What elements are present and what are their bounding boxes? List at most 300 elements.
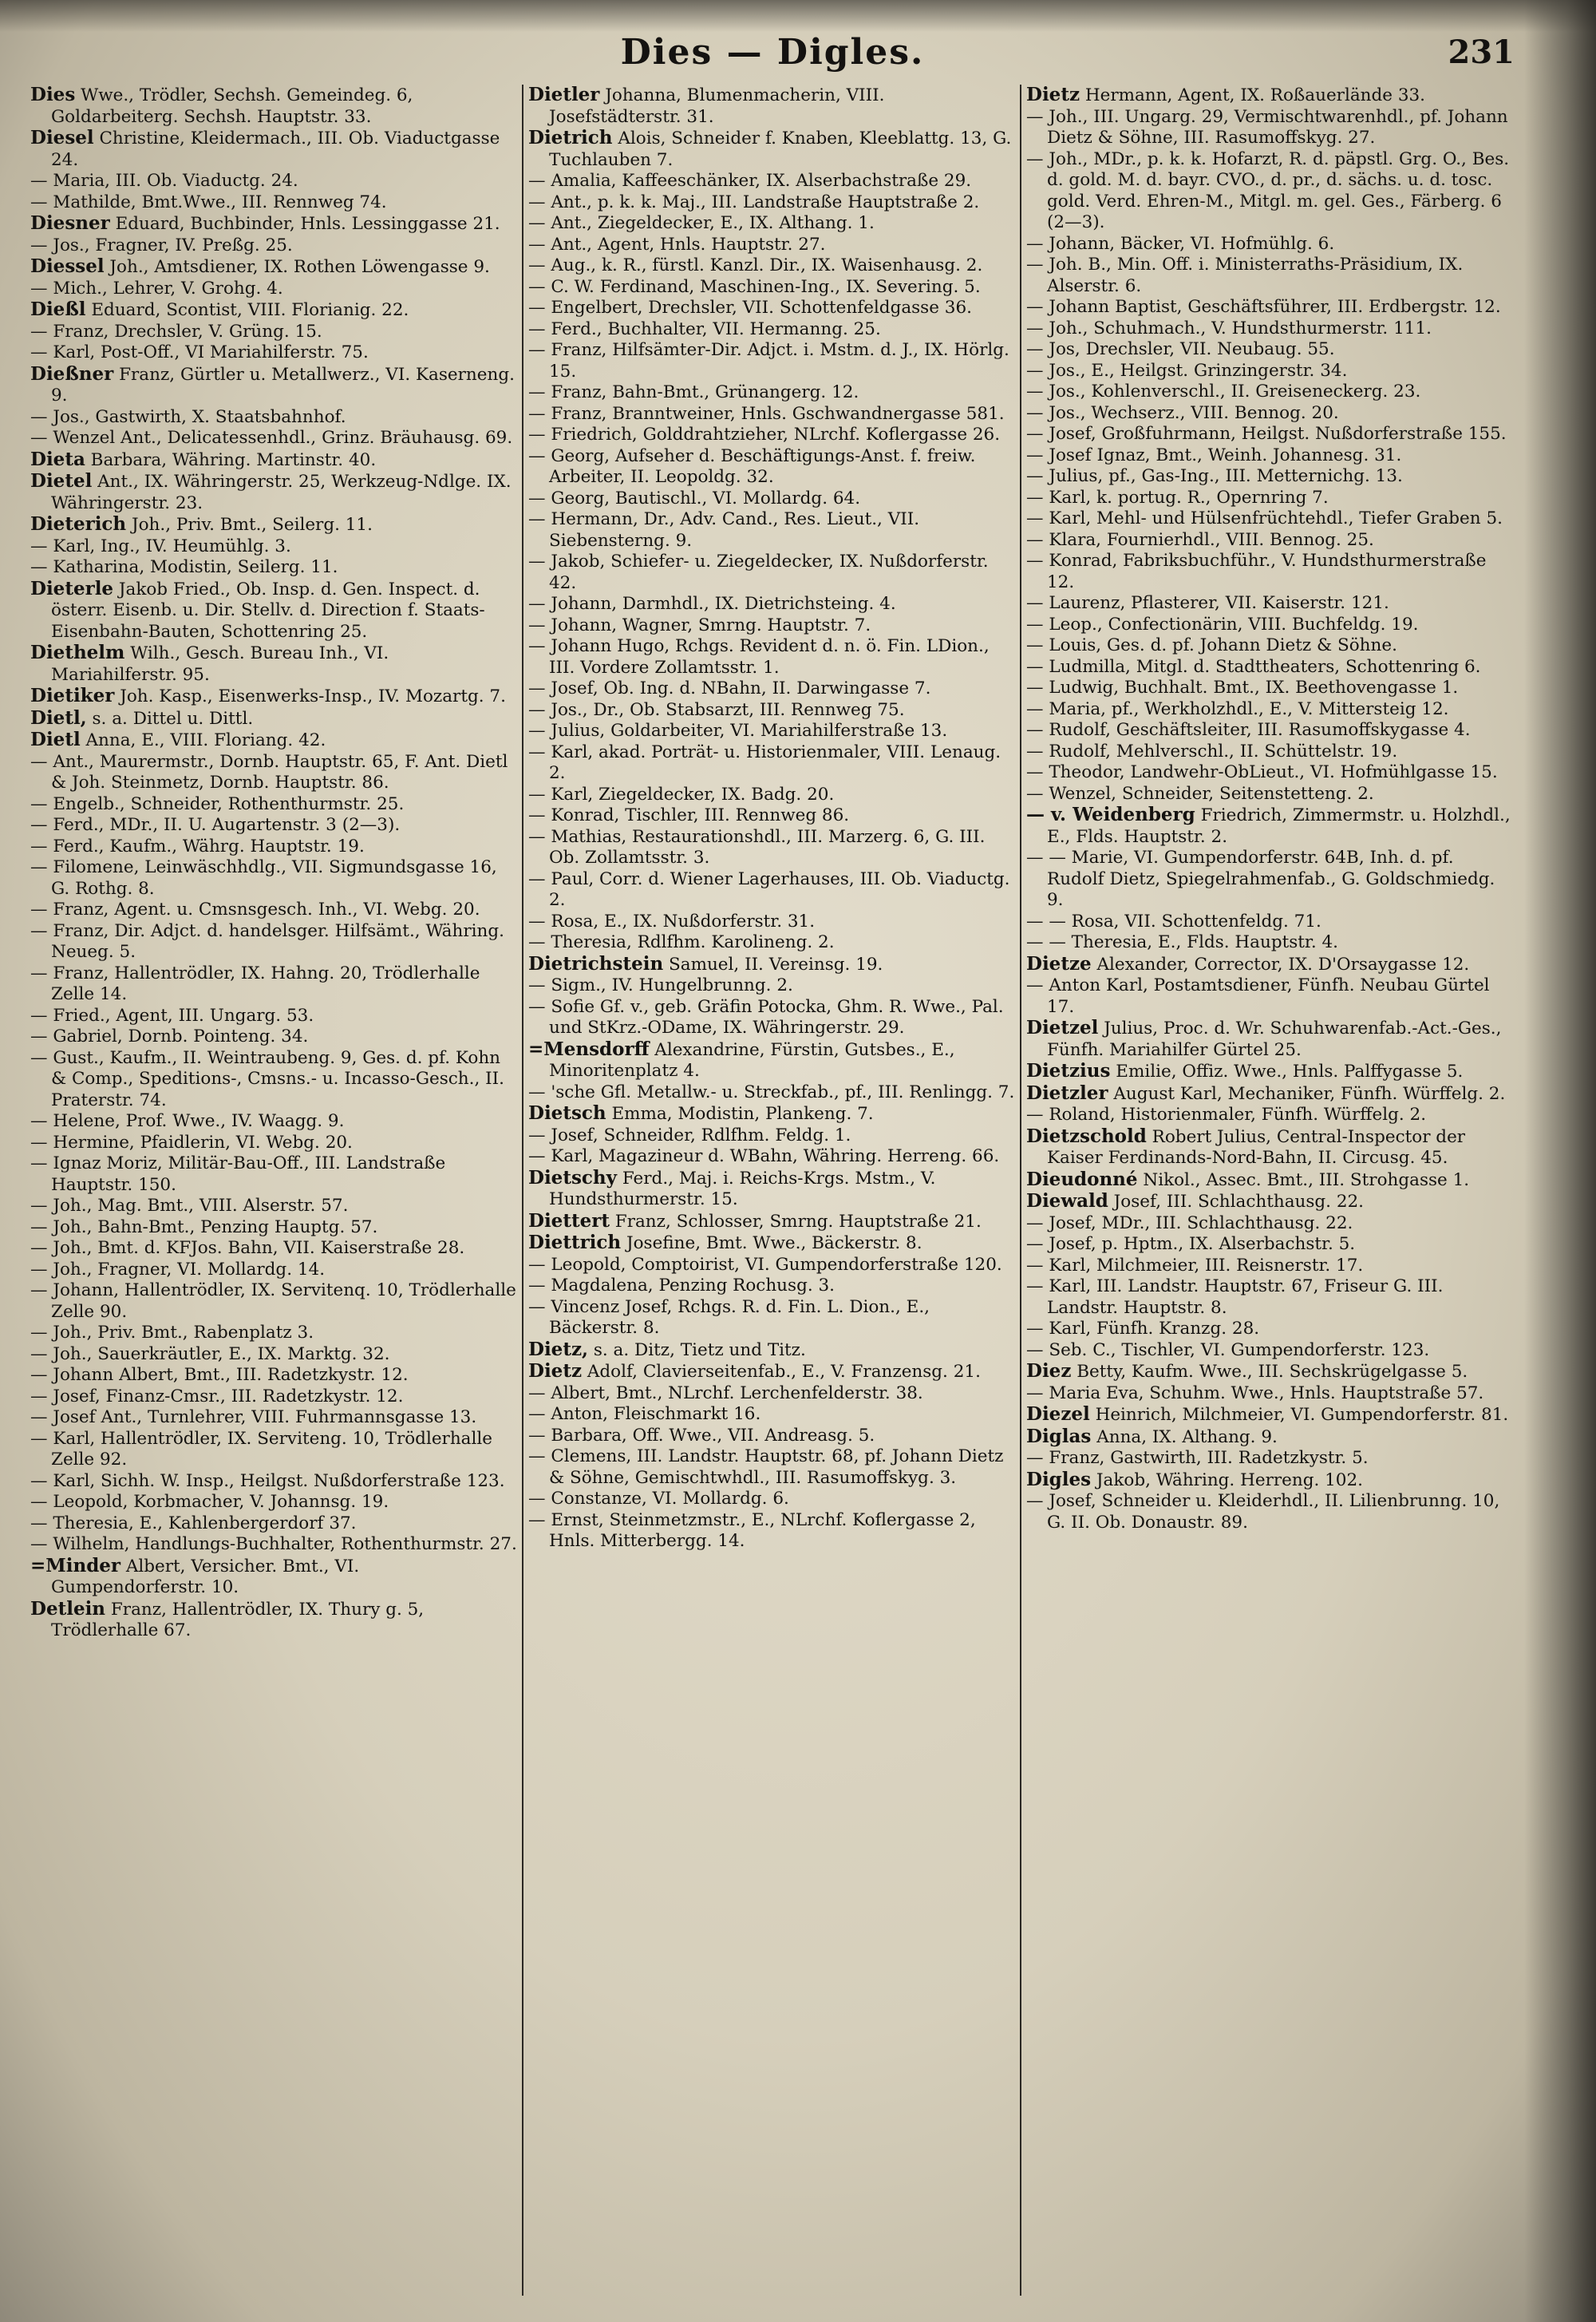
entry-details: Ant., IX. Währingerstr. 25, Werkzeug-Ndlge. IX. Währingerstr. 23. — [51, 472, 512, 513]
directory-entry — [1026, 382, 1513, 403]
directory-entry — [528, 1232, 1015, 1255]
entry-details: — Johann Baptist, Geschäftsführer, III. Erdbergstr. 12. — [1026, 297, 1501, 317]
entry-details: Alois, Schneider f. Knaben, Kleeblattg. 13, G. Tuchlauben 7. — [549, 129, 1012, 170]
directory-entry — [1026, 1468, 1513, 1492]
entry-details: — Ludmilla, Mitgl. d. Stadttheaters, Schottenring 6. — [1026, 656, 1481, 677]
directory-entry — [528, 403, 1015, 425]
entry-details: Franz, Schlosser, Smrng. Hauptstraße 21. — [609, 1211, 982, 1232]
directory-entry — [528, 127, 1015, 171]
directory-entry — [528, 615, 1015, 637]
entry-details: — Karl, k. portug. R., Opernring 7. — [1026, 487, 1329, 508]
entry-details: Emilie, Offiz. Wwe., Hnls. Palffygasse 5. — [1110, 1062, 1464, 1082]
directory-entry — [30, 192, 517, 214]
directory-entry — [528, 932, 1015, 954]
directory-entry — [30, 963, 517, 1006]
directory-entry — [1026, 656, 1513, 678]
directory-entry — [1026, 1060, 1513, 1083]
entry-surname: Diezel — [1026, 1403, 1090, 1425]
directory-entry — [30, 1027, 517, 1048]
directory-entry — [30, 857, 517, 900]
entry-details: — Hermine, Pfaidlerin, VI. Webg. 20. — [30, 1132, 353, 1153]
directory-entry — [30, 729, 517, 752]
page-number: 231 — [1448, 34, 1515, 71]
directory-entry — [1026, 529, 1513, 552]
directory-entry — [528, 911, 1015, 933]
entry-surname: Dietzschold — [1026, 1125, 1147, 1147]
entry-details: — Konrad, Fabriksbuchführ., V. Hundsthurmerstraße 12. — [1026, 551, 1487, 592]
entry-details: Joh., Priv. Bmt., Seilerg. 11. — [126, 515, 373, 535]
entry-surname: Dieterich — [30, 513, 127, 535]
directory-entry — [528, 952, 1015, 976]
directory-entry — [528, 1102, 1015, 1125]
entry-details: — Seb. C., Tischler, VI. Gumpendorferstr. 123. — [1026, 1339, 1430, 1360]
entry-details: — Joh. B., Min. Off. i. Ministerraths-Präsidium, IX. Alserstr. 6. — [1026, 255, 1464, 296]
directory-entry — [30, 1407, 517, 1429]
entry-details: Julius, Proc. d. Wr. Schuhwarenfab.-Act.-Ges., Fünfh. Mariahilfer Gürtel 25. — [1047, 1019, 1502, 1060]
entry-details: — Joh., Fragner, VI. Mollardg. 14. — [30, 1259, 326, 1280]
directory-entry — [30, 428, 517, 449]
directory-entry — [30, 1534, 517, 1556]
directory-entry — [30, 1386, 517, 1408]
directory-entry — [528, 1296, 1015, 1339]
directory-entry — [1026, 932, 1513, 954]
entry-details: — Karl, Ing., IV. Heumühlg. 3. — [30, 536, 291, 556]
directory-entry — [528, 234, 1015, 256]
directory-entry — [1026, 1212, 1513, 1235]
entry-details: Emma, Modistin, Plankeng. 7. — [606, 1104, 874, 1124]
entry-surname: Diglas — [1026, 1425, 1092, 1447]
directory-entry — [528, 1254, 1015, 1276]
entry-surname: Dietiker — [30, 685, 115, 706]
directory-entry — [30, 557, 517, 579]
entry-surname: Dietsch — [528, 1102, 606, 1124]
directory-entry — [528, 1038, 1015, 1082]
entry-details: — Karl, Ziegeldecker, IX. Badg. 20. — [528, 784, 835, 805]
entry-surname: Dieterle — [30, 577, 114, 599]
directory-entry — [1026, 339, 1513, 361]
entry-details: — Vincenz Josef, Rchgs. R. d. Fin. L. Dion., E., Bäckerstr. 8. — [528, 1296, 930, 1338]
directory-entry — [1026, 445, 1513, 467]
entry-details: — Roland, Historienmaler, Fünfh. Würffelg. 2. — [1026, 1105, 1427, 1125]
directory-entry — [528, 1509, 1015, 1553]
directory-entry — [30, 1216, 517, 1239]
entry-details: Eduard, Scontist, VIII. Florianig. 22. — [85, 300, 409, 320]
entry-details: — Ignaz Moriz, Militär-Bau-Off., III. Landstraße Hauptstr. 150. — [30, 1153, 446, 1195]
entry-details: — Rosa, E., IX. Nußdorferstr. 31. — [528, 911, 816, 932]
directory-entry — [528, 85, 1015, 128]
entry-details: — Mathias, Restaurationshdl., III. Marzerg. 6, G. III. Ob. Zollamtsstr. 3. — [528, 826, 986, 868]
entry-surname: Dietel — [30, 470, 93, 492]
entry-details: — Jos, Drechsler, VII. Neubaug. 55. — [1026, 339, 1335, 359]
directory-entry — [1026, 848, 1513, 912]
directory-entry — [30, 1111, 517, 1133]
entry-details: — Theodor, Landwehr-ObLieut., VI. Hofmühlgasse 15. — [1026, 762, 1498, 782]
entry-details: — — Theresia, E., Flds. Hauptstr. 4. — [1026, 932, 1339, 952]
directory-entry — [1026, 85, 1513, 107]
directory-entry — [30, 513, 517, 536]
directory-entry — [528, 826, 1015, 869]
directory-entry — [30, 1280, 517, 1323]
directory-entry — [30, 1513, 517, 1535]
directory-entry — [30, 1005, 517, 1027]
entry-details: — Joh., III. Ungarg. 29, Vermischtwarenhdl., pf. Johann Dietz & Söhne, III. Rasumoffskyg. 27. — [1026, 106, 1508, 148]
directory-entry — [30, 278, 517, 300]
entry-details: — Karl, III. Landstr. Hauptstr. 67, Friseur G. III. Landstr. Hauptstr. 8. — [1026, 1276, 1444, 1318]
entry-details: Christine, Kleidermach., III. Ob. Viaductgasse 24. — [51, 129, 500, 170]
directory-entry — [1026, 614, 1513, 636]
directory-entry — [30, 793, 517, 816]
directory-entry — [528, 1425, 1015, 1447]
directory-entry — [528, 1166, 1015, 1211]
entry-details: — Josef, Schneider u. Kleiderhdl., II. Lilienbrunng. 10, G. II. Ob. Donaustr. 89. — [1026, 1491, 1500, 1533]
entry-surname: Diez — [1026, 1360, 1072, 1382]
entry-details: — Fried., Agent, III. Ungarg. 53. — [30, 1005, 314, 1026]
entry-details: — Engelb., Schneider, Rothenthurmstr. 25. — [30, 793, 405, 814]
entry-details: — Josef Ant., Turnlehrer, VIII. Fuhrmannsgasse 13. — [30, 1407, 477, 1427]
directory-entry — [1026, 593, 1513, 615]
directory-entry — [1026, 1190, 1513, 1213]
entry-details: — Josef, Schneider, Rdlfhm. Feldg. 1. — [528, 1125, 851, 1145]
entry-details: Jakob Fried., Ob. Insp. d. Gen. Inspect. d. österr. Eisenb. u. Dir. Stellv. d. Direction f. Staats-Eisenbahn-Bauten, Schottenring 25. — [51, 579, 485, 642]
entry-details: — Laurenz, Pflasterer, VII. Kaiserstr. 121. — [1026, 593, 1389, 613]
entry-details: — C. W. Ferdinand, Maschinen-Ing., IX. Severing. 5. — [528, 276, 981, 297]
entry-details: — Ernst, Steinmetzmstr., E., NLrchf. Koflergasse 2, Hnls. Mitterbergg. 14. — [528, 1509, 976, 1551]
directory-entry — [30, 470, 517, 514]
entry-details: — Josef, Ob. Ing. d. NBahn, II. Darwingasse 7. — [528, 678, 931, 698]
entry-details: — Leopold, Korbmacher, V. Johannsg. 19. — [30, 1492, 389, 1512]
directory-entry — [1026, 255, 1513, 297]
directory-entry — [30, 362, 517, 407]
directory-entry — [528, 1446, 1015, 1489]
entry-details: — Johann, Hallentrödler, IX. Servitenq. 10, Trödlerhalle Zelle 90. — [30, 1280, 516, 1322]
directory-entry — [528, 1146, 1015, 1168]
directory-entry — [528, 1383, 1015, 1405]
directory-entry — [1026, 106, 1513, 149]
entry-details: — Franz, Bahn-Bmt., Grünangerg. 12. — [528, 382, 859, 402]
scan-shadow-top — [0, 0, 1596, 32]
entry-details: — Georg, Bautischl., VI. Mollardg. 64. — [528, 488, 861, 508]
entry-details: — Joh., MDr., p. k. k. Hofarzt, R. d. päpstl. Grg. O., Bes. d. gold. M. d. bayr. CVO., d. pr., d. sächs. u. d. tosc. gold. Verd. Ehren-M., Mitgl. m. gel. Ges., Färberg. 6 (2—3). — [1026, 148, 1510, 232]
directory-entry — [1026, 762, 1513, 784]
entry-details: — Katharina, Modistin, Seilerg. 11. — [30, 557, 338, 577]
entry-details: — Josef, MDr., III. Schlachthausg. 22. — [1026, 1212, 1353, 1233]
entry-details: — Louis, Ges. d. pf. Johann Dietz & Söhne. — [1026, 635, 1397, 655]
entry-details: — Wenzel Ant., Delicatessenhdl., Grinz. Bräuhausg. 69. — [30, 428, 513, 448]
directory-entry — [30, 836, 517, 858]
entry-surname: Dießl — [30, 299, 86, 320]
directory-entry — [1026, 233, 1513, 255]
entry-details: — Ferd., Kaufm., Währg. Hauptstr. 19. — [30, 836, 365, 856]
entry-details: — Theresia, Rdlfhm. Karolineng. 2. — [528, 932, 835, 952]
entry-details: — Gust., Kaufm., II. Weintraubeng. 9, Ges. d. pf. Kohn & Comp., Speditions-, Cmsns.- u. Incasso-Gesch., II. Praterstr. 74. — [30, 1047, 504, 1110]
directory-entry — [528, 678, 1015, 700]
directory-entry — [1026, 1125, 1513, 1169]
directory-entry — [30, 1343, 517, 1366]
directory-entry — [528, 1209, 1015, 1233]
entry-details: Joh. Kasp., Eisenwerks-Insp., IV. Mozartg. 7. — [114, 686, 506, 706]
entry-details: — Jos., Dr., Ob. Stabsarzt, III. Rennweg 75. — [528, 699, 905, 720]
entry-details: Alexandrine, Fürstin, Gutsbes., E., Minoritenplatz 4. — [549, 1039, 955, 1081]
entry-details: — Johann, Wagner, Smrng. Hauptstr. 7. — [528, 615, 871, 635]
directory-entry — [1026, 297, 1513, 318]
entry-details: — Engelbert, Drechsler, VII. Schottenfeldgasse 36. — [528, 298, 972, 318]
entry-details: — Wilhelm, Handlungs-Buchhalter, Rothenthurmstr. 27. — [30, 1534, 517, 1554]
directory-entry — [528, 213, 1015, 235]
entry-details: — Franz, Branntweiner, Hnls. Gschwandnergasse 581. — [528, 403, 1005, 424]
entry-surname: =Minder — [30, 1554, 121, 1576]
entry-details: — Magdalena, Penzing Rochusg. 3. — [528, 1276, 836, 1295]
directory-entry — [1026, 1255, 1513, 1277]
entry-details: — — Rosa, VII. Schottenfeldg. 71. — [1026, 911, 1321, 932]
directory-entry — [1026, 424, 1513, 445]
entry-details: — Franz, Drechsler, V. Grüng. 15. — [30, 321, 322, 342]
entry-details: — Aug., k. R., fürstl. Kanzl. Dir., IX. Waisenhausg. 2. — [528, 255, 983, 275]
entry-details: — Karl, Milchmeier, III. Reisnerstr. 17. — [1026, 1255, 1364, 1276]
directory-entry — [528, 1125, 1015, 1147]
entry-details: Adolf, Clavierseitenfab., E., V. Franzensg. 21. — [582, 1362, 981, 1382]
directory-entry — [528, 1082, 1015, 1104]
entry-details: — Joh., Schuhmach., V. Hundsthurmerstr. 111. — [1026, 318, 1432, 338]
entry-surname: Dietzius — [1026, 1060, 1111, 1082]
directory-entry — [1026, 1082, 1513, 1106]
directory-entry — [30, 1428, 517, 1471]
entry-details: Eduard, Buchbinder, Hnls. Lessinggasse 21. — [109, 214, 500, 234]
entry-details: Joh., Amtsdiener, IX. Rothen Löwengasse 9. — [104, 257, 490, 277]
entry-details: Nikol., Assec. Bmt., III. Strohgasse 1. — [1137, 1169, 1470, 1190]
directory-entry — [1026, 635, 1513, 657]
entry-details: Anna, IX. Althang. 9. — [1091, 1426, 1278, 1447]
entry-details: — Jos., Wechserz., VIII. Bennog. 20. — [1026, 402, 1339, 423]
directory-entry — [30, 321, 517, 343]
directory-entry — [1026, 1339, 1513, 1362]
entry-details: — Franz, Agent. u. Cmsnsgesch. Inh., VI. Webg. 20. — [30, 900, 480, 920]
directory-entry — [528, 340, 1015, 382]
directory-entry — [30, 212, 517, 235]
directory-entry — [528, 975, 1015, 997]
directory-entry — [30, 235, 517, 257]
entry-surname: Dietl, — [30, 706, 87, 729]
directory-entry — [30, 920, 517, 963]
entry-details: s. a. Dittel u. Dittl. — [86, 708, 254, 729]
directory-entry — [30, 706, 517, 730]
entry-surname: Dietz — [528, 1360, 583, 1382]
directory-entry — [1026, 318, 1513, 340]
scan-shadow-right — [1524, 0, 1596, 2322]
directory-entry — [1026, 1491, 1513, 1533]
directory-entry — [528, 1338, 1015, 1362]
entry-surname: Diewald — [1026, 1190, 1108, 1212]
directory-entry — [30, 642, 517, 686]
entry-details: Barbara, Währing. Martinstr. 40. — [85, 449, 377, 470]
directory-entry — [528, 742, 1015, 785]
directory-entry — [1026, 678, 1513, 699]
entry-surname: Dietze — [1026, 952, 1092, 975]
entry-details: — Ant., Ziegeldecker, E., IX. Althang. 1. — [528, 213, 875, 233]
entry-details: — Josef, p. Hptm., IX. Alserbachstr. 5. — [1026, 1234, 1356, 1254]
entry-surname: Dieta — [30, 448, 85, 470]
directory-entry — [528, 171, 1015, 192]
entry-details: — Paul, Corr. d. Wiener Lagerhauses, III. Ob. Viaductg. 2. — [528, 868, 1010, 910]
directory-entry — [1026, 1319, 1513, 1340]
entry-details: — Wenzel, Schneider, Seitenstetteng. 2. — [1026, 783, 1374, 804]
directory-entry — [528, 1360, 1015, 1383]
directory-entry — [528, 721, 1015, 742]
entry-details: — Joh., Mag. Bmt., VIII. Alserstr. 57. — [30, 1196, 349, 1216]
entry-surname: Dietler — [528, 85, 600, 105]
entry-details: — Karl, Hallentrödler, IX. Serviteng. 10, Trödlerhalle Zelle 92. — [30, 1428, 492, 1470]
entry-surname: Dietrichstein — [528, 952, 664, 975]
directory-entry — [1026, 1234, 1513, 1256]
entry-details: — Konrad, Tischler, III. Rennweg 86. — [528, 805, 850, 825]
directory-entry — [528, 805, 1015, 827]
directory-entry — [30, 751, 517, 794]
directory-entry — [30, 1047, 517, 1112]
entry-details: — Helene, Prof. Wwe., IV. Waagg. 9. — [30, 1111, 345, 1131]
entry-surname: Dietz, — [528, 1338, 589, 1360]
entry-details: — Karl, Fünfh. Kranzg. 28. — [1026, 1319, 1260, 1339]
entry-details: — Johann, Bäcker, VI. Hofmühlg. 6. — [1026, 233, 1335, 254]
entry-details: — Leop., Confectionärin, VIII. Buchfeldg. 19. — [1026, 614, 1419, 635]
entry-details: Josef, III. Schlachthausg. 22. — [1108, 1192, 1365, 1212]
entry-surname: Dies — [30, 85, 76, 105]
entry-details: — Josef, Großfuhrmann, Heilgst. Nußdorferstraße 155. — [1026, 424, 1507, 444]
directory-entry — [30, 1259, 517, 1281]
directory-entry — [1026, 466, 1513, 488]
entry-details: — Filomene, Leinwäschhdlg., VII. Sigmundsgasse 16, G. Rothg. 8. — [30, 857, 497, 899]
entry-details: — Mich., Lehrer, V. Grohg. 4. — [30, 278, 283, 299]
entry-details: — Karl, Mehl- und Hülsenfrüchtehdl., Tiefer Graben 5. — [1026, 508, 1503, 528]
entry-details: Johanna, Blumenmacherin, VIII. Josefstädterstr. 31. — [549, 85, 885, 127]
directory-entry — [30, 85, 517, 128]
entry-details: — Sigm., IV. Hungelbrunng. 2. — [528, 975, 793, 995]
entry-details: — Maria Eva, Schuhm. Wwe., Hnls. Hauptstraße 57. — [1026, 1383, 1484, 1403]
directory-entry — [30, 1470, 517, 1493]
entry-surname: Dietz — [1026, 85, 1080, 105]
entry-surname: Dieudonné — [1026, 1168, 1138, 1190]
entry-details: Franz, Gürtler u. Metallwerz., VI. Kaserneng. 9. — [51, 364, 515, 405]
directory-entry — [30, 406, 517, 429]
directory-entry — [528, 868, 1015, 912]
entry-details: Samuel, II. Vereinsg. 19. — [663, 954, 883, 975]
entry-details: — Albert, Bmt., NLrchf. Lerchenfelderstr. 38. — [528, 1383, 923, 1403]
entry-surname: Digles — [1026, 1468, 1092, 1490]
directory-entry — [528, 594, 1015, 615]
entry-details: — Josef Ignaz, Bmt., Weinh. Johannesg. 31. — [1026, 445, 1402, 465]
entry-details: — Ferd., MDr., II. U. Augartenstr. 3 (2—3). — [30, 815, 401, 835]
entry-details: — — Marie, VI. Gumpendorferstr. 64B, Inh. d. pf. Rudolf Dietz, Spiegelrahmenfab., G. Goldschmiedg. 9. — [1026, 848, 1495, 910]
entry-details: — Ant., p. k. k. Maj., III. Landstraße Hauptstraße 2. — [528, 192, 980, 212]
directory-entry — [528, 192, 1015, 214]
directory-entry — [1026, 741, 1513, 763]
directory-entry — [1026, 487, 1513, 509]
directory-entry — [1026, 1168, 1513, 1192]
entry-details: — Josef, Finanz-Cmsr., III. Radetzkystr. 12. — [30, 1386, 404, 1406]
directory-entry — [30, 1492, 517, 1513]
entry-details: — Karl, Sichh. W. Insp., Heilgst. Nußdorferstraße 123. — [30, 1470, 505, 1491]
entry-details: — Franz, Dir. Adjct. d. handelsger. Hilfsämt., Währing. Neueg. 5. — [30, 920, 504, 962]
entry-details: August Karl, Mechaniker, Fünfh. Würffelg. 2. — [1108, 1083, 1506, 1104]
directory-entry — [1026, 1360, 1513, 1383]
entry-surname: — v. Weidenberg — [1026, 804, 1195, 825]
directory-entry — [1026, 804, 1513, 848]
entry-details: — Barbara, Off. Wwe., VII. Andreasg. 5. — [528, 1425, 875, 1446]
directory-entry — [1026, 1383, 1513, 1405]
directory-entry — [30, 1153, 517, 1196]
page-title: Dies — Digles. — [620, 32, 925, 73]
directory-entry — [1026, 952, 1513, 976]
directory-entry — [528, 318, 1015, 341]
directory-entry — [1026, 1017, 1513, 1061]
directory-entry — [528, 1489, 1015, 1510]
entry-details: s. a. Ditz, Tietz und Titz. — [588, 1339, 806, 1360]
directory-entry — [528, 552, 1015, 594]
entry-details: — Franz, Hilfsämter-Dir. Adjct. i. Mstm. d. J., IX. Hörlg. 15. — [528, 340, 1009, 382]
entry-details: — Johann Albert, Bmt., III. Radetzkystr. 12. — [30, 1365, 409, 1385]
directory-entry — [528, 255, 1015, 277]
directory-entry — [1026, 1403, 1513, 1426]
directory-entry — [1026, 402, 1513, 425]
entry-details: — Joh., Sauerkräutler, E., IX. Marktg. 32. — [30, 1343, 390, 1364]
entry-details: Josefine, Bmt. Wwe., Bäckerstr. 8. — [621, 1233, 922, 1253]
directory-entry — [528, 509, 1015, 552]
directory-entry — [528, 1276, 1015, 1297]
directory-entry — [1026, 1105, 1513, 1126]
directory-entry — [30, 900, 517, 921]
entry-details: — Ludwig, Buchhalt. Bmt., IX. Beethovengasse 1. — [1026, 678, 1459, 698]
entry-details: Heinrich, Milchmeier, VI. Gumpendorferstr. 81. — [1089, 1405, 1509, 1425]
directory-entry — [30, 1365, 517, 1386]
entry-details: — Jakob, Schiefer- u. Ziegeldecker, IX. Nußdorferstr. 42. — [528, 552, 989, 593]
entry-details: — Julius, pf., Gas-Ing., III. Metternichg. 13. — [1026, 466, 1403, 486]
entry-surname: Diettert — [528, 1209, 610, 1232]
entry-details: — Karl, Post-Off., VI Mariahilferstr. 75. — [30, 342, 369, 362]
directory-entry — [30, 536, 517, 558]
directory-entry — [30, 815, 517, 837]
entry-details: — Leopold, Comptoirist, VI. Gumpendorferstraße 120. — [528, 1254, 1002, 1275]
entry-details: — Amalia, Kaffeeschänker, IX. Alserbachstraße 29. — [528, 171, 972, 191]
directory-entry — [30, 342, 517, 364]
directory-entry — [1026, 1425, 1513, 1449]
entry-details: — Rudolf, Geschäftsleiter, III. Rasumoffskygasse 4. — [1026, 720, 1471, 740]
entry-details: — Mathilde, Bmt.Wwe., III. Rennweg 74. — [30, 192, 387, 212]
entry-surname: Dietzler — [1026, 1082, 1108, 1104]
entry-surname: Dietl — [30, 729, 81, 750]
directory-entry — [30, 1132, 517, 1154]
entry-details: — Hermann, Dr., Adv. Cand., Res. Lieut., VII. Siebensterng. 9. — [528, 509, 920, 551]
entry-details: — Rudolf, Mehlverschl., II. Schüttelstr. 19. — [1026, 741, 1398, 761]
column-divider — [1020, 85, 1021, 2296]
directory-entry — [1026, 148, 1513, 234]
entry-surname: Diesner — [30, 212, 110, 234]
entry-details: — Constanze, VI. Mollardg. 6. — [528, 1489, 789, 1509]
directory-entry — [1026, 360, 1513, 382]
entry-details: Alexander, Corrector, IX. D'Orsaygasse 12. — [1091, 954, 1470, 975]
column-divider — [522, 85, 523, 2296]
entry-details: Wilh., Gesch. Bureau Inh., VI. Mariahilferstr. 95. — [51, 643, 389, 685]
column-middle — [528, 85, 1015, 2304]
entry-surname: Diesel — [30, 127, 94, 148]
entry-details: — Joh., Bmt. d. KFJos. Bahn, VII. Kaiserstraße 28. — [30, 1238, 465, 1258]
directory-entry — [528, 636, 1015, 678]
directory-entry — [528, 488, 1015, 510]
entry-details: — Jos., Gastwirth, X. Staatsbahnhof. — [30, 406, 346, 427]
entry-details: — 'sche Gfl. Metallw.- u. Streckfab., pf., III. Renlingg. 7. — [528, 1082, 1015, 1102]
directory-entry — [1026, 975, 1513, 1018]
entry-details: — Julius, Goldarbeiter, VI. Mariahilferstraße 13. — [528, 721, 948, 741]
directory-entry — [30, 1323, 517, 1344]
entry-details: — Jos., Fragner, IV. Preßg. 25. — [30, 235, 293, 255]
directory-entry — [1026, 720, 1513, 742]
